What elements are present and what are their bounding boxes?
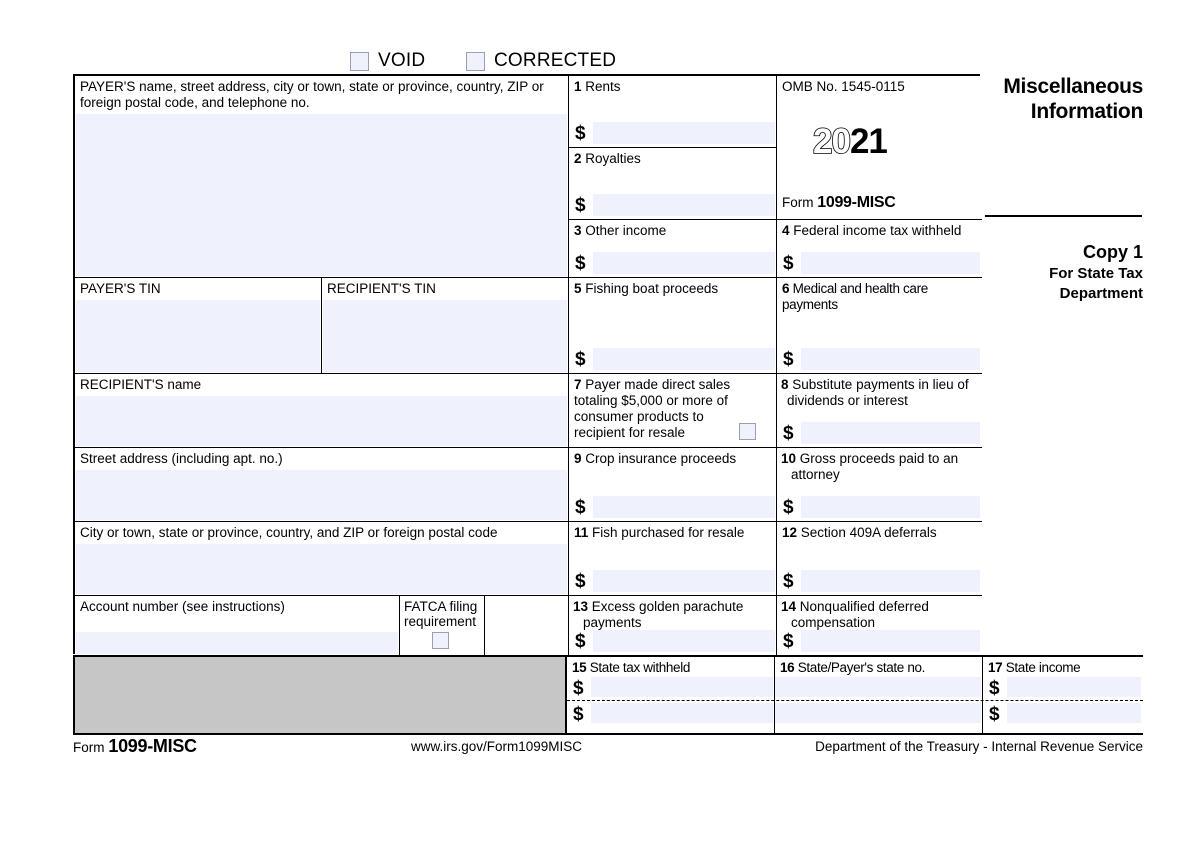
box-1-label: 1 Rents: [574, 79, 621, 94]
box-10-gross-proceeds-attorney[interactable]: [777, 448, 982, 522]
box-4-dollar-sign: $: [783, 253, 794, 274]
box-8-substitute-payments[interactable]: [777, 374, 982, 448]
box-1-dollar-sign: $: [575, 123, 586, 144]
account-number-input[interactable]: [76, 632, 398, 654]
box-14-dollar-sign: $: [783, 631, 794, 652]
masthead: [985, 74, 1143, 124]
payer-address-cell[interactable]: [75, 76, 569, 278]
box-14-label: 14 Nonqualified deferred compensation: [781, 599, 929, 630]
box-11-label: 11 Fish purchased for resale: [574, 525, 745, 540]
box-10-dollar-sign: $: [783, 497, 794, 518]
box-12-input[interactable]: [801, 570, 980, 592]
recipient-tin-cell[interactable]: [322, 278, 569, 374]
recipient-name-input[interactable]: [76, 396, 567, 446]
form-title-line2: Information: [1030, 100, 1143, 123]
form-title-line1: Miscellaneous: [1003, 75, 1143, 98]
box-7-direct-sales[interactable]: [569, 374, 777, 448]
box-13-excess-golden-parachute-payments[interactable]: [569, 596, 777, 656]
box-17-dollar-sign-row2: $: [989, 704, 1000, 725]
box-9-crop-insurance-proceeds[interactable]: [569, 448, 777, 522]
payer-address-label: PAYER'S name, street address, city or town, state or province, country, ZIP or foreign postal code, and telephone no.: [80, 79, 544, 110]
box-15-dollar-sign-row1: $: [573, 678, 584, 699]
box-3-dollar-sign: $: [575, 253, 586, 274]
payer-address-input[interactable]: [76, 114, 567, 276]
box-9-input[interactable]: [593, 496, 775, 518]
box-8-label: 8 Substitute payments in lieu of dividends or interest: [781, 377, 969, 408]
state-section: [567, 655, 1143, 735]
box-14-nonqualified-deferred-compensation[interactable]: [777, 596, 982, 656]
corrected-checkbox[interactable]: [466, 52, 485, 71]
recipient-city-input[interactable]: [76, 544, 567, 594]
box-2-label: 2 Royalties: [574, 151, 641, 166]
box-12-section-409a-deferrals[interactable]: [777, 522, 982, 596]
void-checkbox-group[interactable]: [350, 50, 425, 72]
box-5-label: 5 Fishing boat proceeds: [574, 281, 719, 296]
box-16-input-row1[interactable]: [775, 677, 981, 697]
box-8-input[interactable]: [801, 422, 980, 444]
box-11-fish-purchased-for-resale[interactable]: [569, 522, 777, 596]
box-14-input[interactable]: [801, 630, 980, 652]
footer-form-number: 1099-MISC: [108, 736, 197, 756]
box-6-input[interactable]: [801, 348, 980, 370]
gray-void-block: [73, 655, 567, 735]
box-7-label: 7 Payer made direct sales totaling $5,000 or more of consumer products to recipient for resale: [574, 377, 731, 440]
box-11-input[interactable]: [593, 570, 775, 592]
recipient-street-label: Street address (including apt. no.): [80, 451, 283, 466]
box-11-dollar-sign: $: [575, 571, 586, 592]
box-12-dollar-sign: $: [783, 571, 794, 592]
box-17-input-row1[interactable]: [1007, 677, 1141, 697]
fatca-filing-requirement-cell[interactable]: [400, 596, 485, 656]
recipient-street-cell[interactable]: [75, 448, 569, 522]
box-3-other-income[interactable]: [569, 220, 777, 278]
recipient-name-label: RECIPIENT'S name: [80, 377, 202, 392]
fatca-checkbox[interactable]: [432, 632, 449, 649]
copy-label: Copy 1: [1082, 242, 1143, 262]
box-1-input[interactable]: [593, 122, 775, 144]
omb-form-word: Form: [782, 195, 814, 210]
recipient-city-label: City or town, state or province, country, and ZIP or foreign postal code: [80, 525, 498, 540]
recipient-city-cell[interactable]: [75, 522, 569, 596]
omb-year-cell: [777, 76, 982, 220]
box-13-input[interactable]: [593, 630, 775, 652]
box-17-state-income[interactable]: [983, 657, 1143, 733]
payer-tin-cell[interactable]: [75, 278, 322, 374]
box-13-dollar-sign: $: [575, 631, 586, 652]
box-8-dollar-sign: $: [783, 423, 794, 444]
corrected-label: CORRECTED: [494, 50, 617, 71]
void-label: VOID: [378, 50, 426, 71]
void-corrected-bar: [73, 48, 1140, 74]
recipient-street-input[interactable]: [76, 470, 567, 520]
box-2-dollar-sign: $: [575, 195, 586, 216]
box-5-dollar-sign: $: [575, 349, 586, 370]
box-5-input[interactable]: [593, 348, 775, 370]
box-3-input[interactable]: [593, 252, 775, 274]
box-9-label: 9 Crop insurance proceeds: [574, 451, 737, 466]
account-number-label: Account number (see instructions): [80, 599, 285, 614]
box-9-dollar-sign: $: [575, 497, 586, 518]
masthead-rule: [985, 215, 1142, 217]
tax-year: 2021: [813, 122, 887, 161]
copy-designation-block: [975, 240, 1143, 304]
box-2-input[interactable]: [593, 194, 775, 216]
box-15-label: 15 State tax withheld: [572, 660, 690, 675]
payer-tin-input[interactable]: [76, 300, 320, 372]
box-10-input[interactable]: [801, 496, 980, 518]
account-spacer-cell: [485, 596, 569, 656]
account-number-cell[interactable]: [75, 596, 400, 656]
box-4-label: 4 Federal income tax withheld: [782, 223, 962, 238]
footer-url[interactable]: www.irs.gov/Form1099MISC: [411, 739, 583, 754]
box-15-state-tax-withheld[interactable]: [567, 657, 775, 733]
omb-form-number: 1099-MISC: [817, 194, 896, 211]
box-6-label: 6 Medical and health care payments: [782, 281, 928, 312]
box-12-label: 12 Section 409A deferrals: [782, 525, 937, 540]
state-rows-separator: [567, 700, 1143, 701]
recipient-name-cell[interactable]: [75, 374, 569, 448]
box-2-royalties[interactable]: [569, 148, 777, 220]
recipient-tin-input[interactable]: [323, 300, 567, 372]
box-10-label: 10 Gross proceeds paid to an attorney: [781, 451, 959, 482]
box-15-dollar-sign-row2: $: [573, 704, 584, 725]
box-17-dollar-sign-row1: $: [989, 678, 1000, 699]
box-5-fishing-boat-proceeds[interactable]: [569, 278, 777, 374]
box-17-label: 17 State income: [988, 660, 1081, 675]
recipient-tin-label: RECIPIENT'S TIN: [327, 281, 436, 296]
box-6-dollar-sign: $: [783, 349, 794, 370]
form-body: [73, 74, 980, 654]
footer-form-word: Form: [73, 740, 105, 755]
fatca-label: FATCA filing requirement: [404, 599, 478, 629]
box-13-label: 13 Excess golden parachute payments: [573, 599, 744, 630]
box-1-rents[interactable]: [569, 76, 777, 148]
box-16-input-row2[interactable]: [775, 703, 981, 723]
box-17-input-row2[interactable]: [1007, 703, 1141, 723]
box-3-label: 3 Other income: [574, 223, 667, 238]
copy-sub-line2: Department: [1059, 285, 1143, 302]
form-footer: [73, 736, 1143, 760]
box-6-medical-and-health-care-payments[interactable]: [777, 278, 982, 374]
corrected-checkbox-group[interactable]: [466, 50, 616, 72]
box-16-label: 16 State/Payer's state no.: [780, 660, 926, 675]
box-4-input[interactable]: [801, 252, 980, 274]
payer-tin-label: PAYER'S TIN: [80, 281, 161, 296]
footer-form-identity: [73, 736, 197, 757]
omb-number: OMB No. 1545-0115: [782, 79, 905, 94]
footer-agency: Department of the Treasury - Internal Revenue Service: [815, 739, 1143, 754]
copy-sub-line1: For State Tax: [1049, 265, 1143, 282]
box-15-input-row1[interactable]: [591, 677, 773, 697]
void-checkbox[interactable]: [350, 52, 369, 71]
box-16-state-payer-state-no[interactable]: [775, 657, 983, 733]
box-7-checkbox[interactable]: [739, 423, 756, 440]
omb-form-line: [782, 194, 896, 212]
box-4-federal-income-tax-withheld[interactable]: [777, 220, 982, 278]
box-15-input-row2[interactable]: [591, 703, 773, 723]
